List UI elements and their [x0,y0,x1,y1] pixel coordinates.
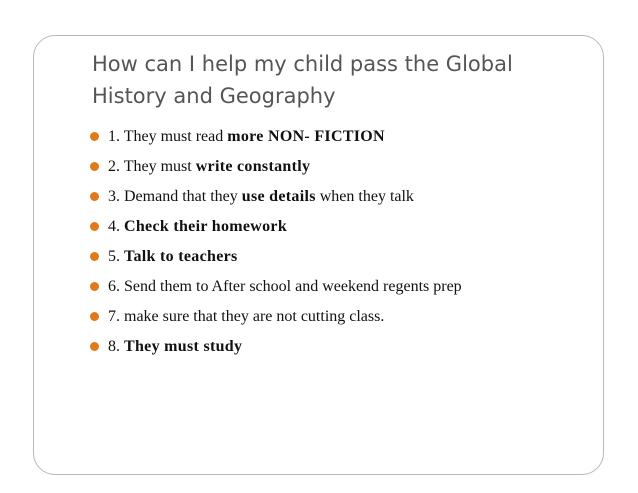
item-text: 6. Send them to After school and weekend regents prep [108,278,462,295]
bullet-dot-icon [90,342,99,351]
bullet-dot-icon [90,222,99,231]
list-item [90,332,462,362]
item-bold-text: Talk to teachers [124,248,238,265]
bullet-dot-icon [90,282,99,291]
item-text: 8. [108,338,124,355]
item-bold-text: They must study [124,338,243,355]
item-text: 1. They must read [108,128,228,145]
list-item [90,212,462,242]
bullet-list [90,122,462,362]
list-item [90,272,462,302]
list-item [90,122,462,152]
item-text: 3. Demand that they [108,188,242,205]
bullet-dot-icon [90,252,99,261]
list-item [90,182,462,212]
list-item [90,302,462,332]
item-bold-text: Check their homework [124,218,288,235]
bullet-dot-icon [90,192,99,201]
item-text: 4. [108,218,124,235]
item-bold-text: use details [241,188,316,205]
item-text: 7. make sure that they are not cutting class. [108,308,385,325]
bullet-dot-icon [90,162,99,171]
item-bold-text: more NON- FICTION [227,128,385,145]
slide-title: How can I help my child pass the Global History and Geography [92,52,513,108]
item-text: 5. [108,248,124,265]
item-text: 2. They must [108,158,196,175]
list-item [90,152,462,182]
item-bold-text: write constantly [195,158,311,175]
bullet-dot-icon [90,132,99,141]
item-text-end: when they talk [315,188,414,205]
list-item [90,242,462,272]
bullet-dot-icon [90,312,99,321]
